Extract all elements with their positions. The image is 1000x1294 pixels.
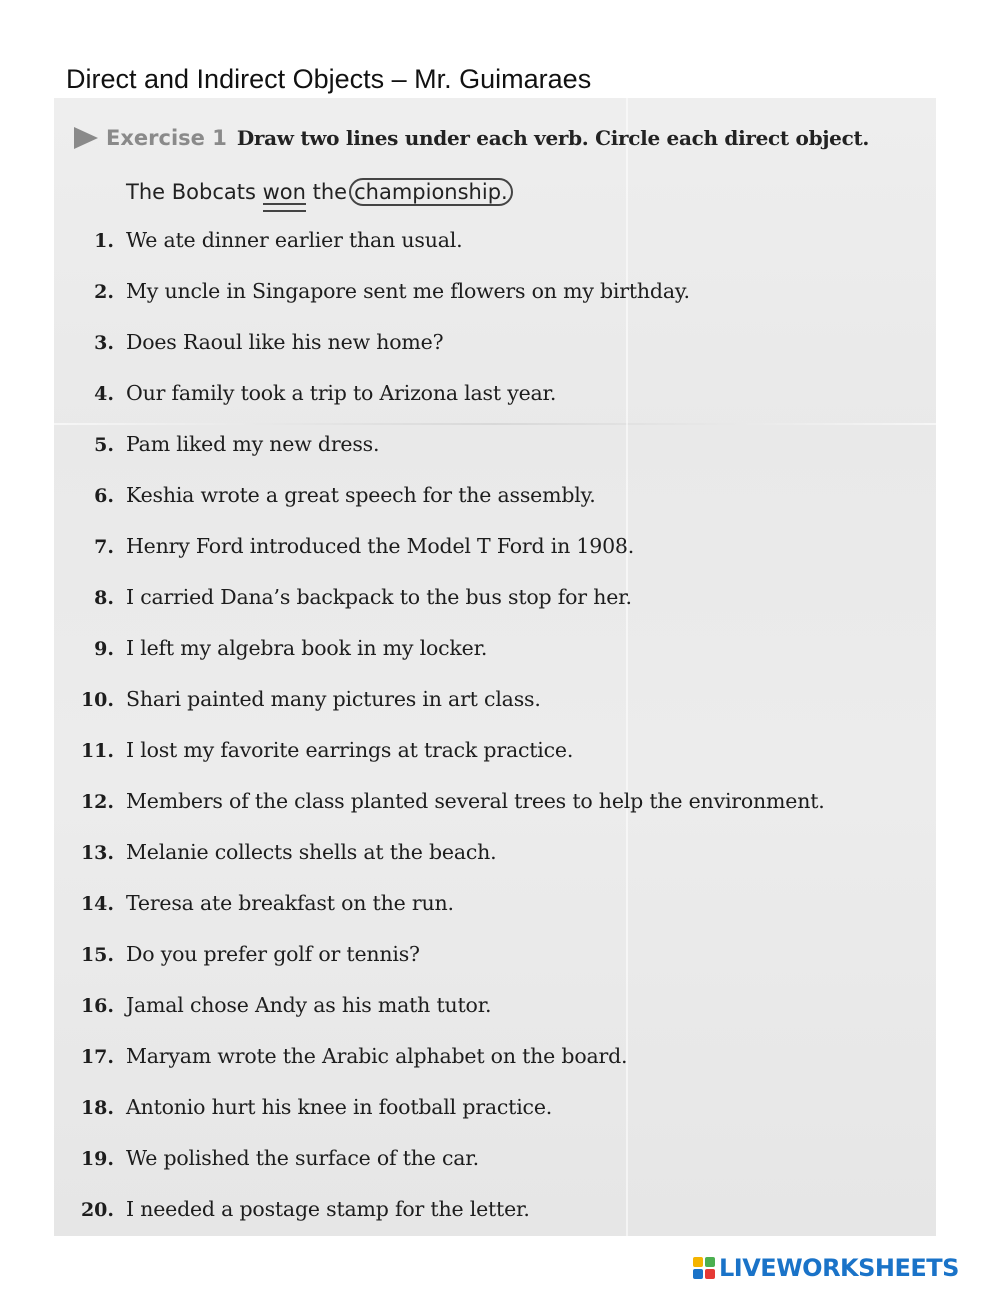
example-sentence	[126, 178, 513, 206]
sentence-item	[54, 840, 496, 880]
arrow-icon	[74, 127, 98, 149]
sentence-number: 10.	[80, 689, 114, 711]
exercise-header	[74, 126, 869, 150]
sentence-text: Henry Ford introduced the Model T Ford in 1908.	[126, 534, 635, 558]
sentence-text: Pam liked my new dress.	[126, 432, 380, 456]
sentence-number: 16.	[80, 995, 114, 1017]
sentence-text: Does Raoul like his new home?	[126, 330, 444, 354]
sentence-item	[54, 993, 491, 1033]
sentence-item	[54, 789, 825, 829]
sentence-text: We ate dinner earlier than usual.	[126, 228, 463, 252]
sentence-text: We polished the surface of the car.	[126, 1146, 479, 1170]
sentence-text: I needed a postage stamp for the letter.	[126, 1197, 530, 1221]
example-subject: The Bobcats	[126, 180, 256, 204]
example-article: the	[312, 180, 348, 204]
sentence-item	[54, 891, 454, 931]
sentence-item	[54, 330, 443, 370]
sentence-text: Our family took a trip to Arizona last year.	[126, 381, 557, 405]
sentence-number: 9.	[94, 638, 114, 660]
sentence-number: 5.	[94, 434, 114, 456]
sentence-item	[54, 534, 634, 574]
sentence-text: Melanie collects shells at the beach.	[126, 840, 497, 864]
logo-square	[705, 1269, 715, 1279]
sentence-item	[54, 432, 379, 472]
logo-square	[705, 1257, 715, 1267]
exercise-instruction: Draw two lines under each verb. Circle each direct object.	[236, 126, 870, 150]
sentence-item	[54, 1044, 627, 1084]
sentence-number: 3.	[94, 332, 114, 354]
sentence-number: 8.	[94, 587, 114, 609]
sentence-item	[54, 585, 632, 625]
sentence-number: 17.	[80, 1046, 114, 1068]
sentence-text: Jamal chose Andy as his math tutor.	[126, 993, 492, 1017]
brand-name: LIVEWORKSHEETS	[719, 1254, 959, 1282]
sentence-number: 4.	[94, 383, 114, 405]
sentence-item	[54, 279, 690, 319]
sentence-number: 1.	[94, 230, 114, 252]
sentence-item	[54, 636, 487, 676]
sentence-item	[54, 1146, 479, 1186]
logo-square	[693, 1269, 703, 1279]
liveworksheets-logo-icon	[693, 1257, 715, 1279]
paper-fold-horizontal	[54, 423, 936, 425]
page-title: Direct and Indirect Objects – Mr. Guimaraes	[66, 64, 592, 94]
sentence-text: Shari painted many pictures in art class.	[126, 687, 541, 711]
example-verb-underlined: won	[262, 180, 306, 204]
sentence-item	[54, 1197, 530, 1236]
sentence-number: 14.	[80, 893, 114, 915]
worksheet-scan	[54, 98, 936, 1236]
sentence-item	[54, 1095, 552, 1135]
sentence-number: 11.	[80, 740, 114, 762]
sentence-text: I left my algebra book in my locker.	[126, 636, 488, 660]
sentence-number: 2.	[94, 281, 114, 303]
sentence-text: I lost my favorite earrings at track practice.	[126, 738, 574, 762]
sentence-text: Members of the class planted several trees to help the environment.	[126, 789, 825, 813]
sentence-number: 6.	[94, 485, 114, 507]
sentence-text: My uncle in Singapore sent me flowers on my birthday.	[126, 279, 690, 303]
sentence-item	[54, 483, 596, 523]
sentence-number: 18.	[80, 1097, 114, 1119]
sentence-item	[54, 687, 541, 727]
sentence-number: 20.	[80, 1199, 114, 1221]
sentence-item	[54, 738, 573, 778]
sentence-item	[54, 228, 462, 268]
sentence-item	[54, 381, 556, 421]
sentence-number: 15.	[80, 944, 114, 966]
sentence-text: Do you prefer golf or tennis?	[126, 942, 420, 966]
brand-footer	[693, 1254, 959, 1282]
sentence-number: 19.	[80, 1148, 114, 1170]
sentence-text: Maryam wrote the Arabic alphabet on the board.	[126, 1044, 628, 1068]
sentence-number: 13.	[80, 842, 114, 864]
sentence-number: 12.	[80, 791, 114, 813]
sentence-text: I carried Dana’s backpack to the bus stop for her.	[126, 585, 632, 609]
sentence-item	[54, 942, 420, 982]
exercise-label: Exercise 1	[106, 126, 227, 150]
logo-square	[693, 1257, 703, 1267]
sentence-number: 7.	[94, 536, 114, 558]
sentence-text: Teresa ate breakfast on the run.	[126, 891, 454, 915]
example-object-circled: championship.	[349, 178, 513, 206]
sentence-text: Keshia wrote a great speech for the assembly.	[126, 483, 596, 507]
sentence-text: Antonio hurt his knee in football practice.	[126, 1095, 553, 1119]
